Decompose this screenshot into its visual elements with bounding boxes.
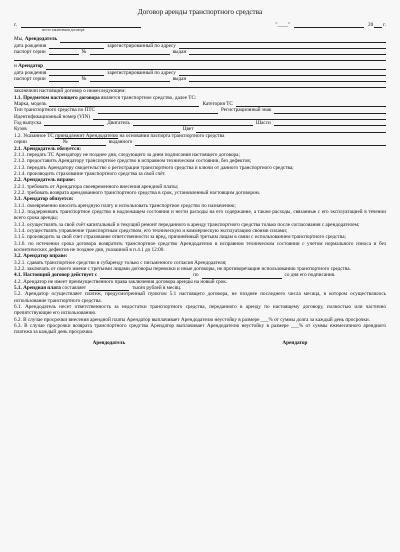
clause-3-1-4: 3.1.4. осуществлять управление транспортным средством, его техническую и коммерческую эксплуатацию своими силами; [14, 227, 288, 234]
clause-2-2-1: 2.2.1. требовать от Арендатора своевременного внесения арендной платы; [14, 183, 179, 190]
birth-label: дата рождения [14, 42, 47, 49]
section-3-2: 3.2. Арендатор вправе: [14, 253, 68, 260]
lessor-row [14, 36, 386, 42]
passport-series-label: паспорт серии [14, 49, 46, 56]
we-label: Мы, [14, 36, 24, 43]
clause-4-1-b: со дня его подписания. [284, 272, 336, 279]
type-blank [98, 108, 218, 114]
pts-series-blank [30, 140, 60, 146]
category-label: Категория ТС [202, 101, 233, 108]
type-label: Тип транспортного средства по ПТС [14, 107, 95, 114]
lessee-name-blank [46, 64, 386, 70]
regsign-blank [274, 108, 386, 114]
clause-1-2-a: 1.2. Указанное ТС [14, 132, 54, 139]
vehicle-year-row [14, 120, 386, 126]
issued-label: выдан [172, 49, 187, 56]
clause-5-1-b: составляет [62, 285, 87, 292]
extra-blank [14, 55, 386, 61]
passport-num-label: № [81, 49, 87, 56]
lessee-row [14, 63, 386, 69]
section-3-1: 3.1. Арендатор обязуется: [14, 196, 74, 203]
clause-5-2: 5.2. Арендатор осуществляет платеж, предусмотренный пунктом 5.1 настоящего договора, не позднее последнего числа месяца, в котором осуществлялось использование транспортного средства. [14, 291, 386, 304]
passport-num-label-2: № [81, 76, 87, 83]
end-date-blank [202, 273, 282, 279]
lessor-extra-line [14, 55, 386, 61]
passport-series-label-2: паспорт серии [14, 76, 46, 83]
brand-label: Марка, модель [14, 101, 47, 108]
clause-3-1-3: 3.1.3. осуществлять за свой счёт капитальный и текущий ремонт переданного в аренду транспортного средства только после согласования с арендодателем; [14, 221, 360, 228]
clause-3-2-2: 3.2.2. заключать от своего имени с третьими лицами договоры перевозки и иные договоры, не противоречащие использованию транспортного средства. [14, 266, 351, 273]
vin-label: Идентификационный номер (VIN) [14, 113, 91, 120]
lessor-birth-row [14, 43, 386, 49]
clause-1-2-b: принадлежит Арендодателю [55, 132, 119, 139]
clause-4-1-a: 4.1. Настоящий договор действует с [14, 272, 98, 279]
clause-3-1-5: 3.1.5. производить за свой счет страхование ответственности за вред, причинённый третьим лицам в связи с использованием транспортного средства; [14, 234, 346, 241]
registered-label: зарегистрированный по адресу [107, 42, 176, 49]
issued-label-2: выдан [172, 76, 187, 83]
place-caption: место заключения договора [42, 28, 85, 33]
clause-3-1-1: 3.1.1. своевременно вносить арендную плату и использовать транспортное средство по назначению; [14, 202, 236, 209]
and-label: и [14, 63, 17, 70]
clause-1-1-num: 1.1. [14, 94, 22, 101]
year-label: Год выпуска [14, 120, 42, 127]
year-blank [44, 120, 104, 126]
clause-6-3: 6.3. В случае просрочки возврата транспортного средства Арендатор выплачивает Арендодателю неустойку в размере ___% от суммы ежемесячного арендного платежа за каждый день просрочки. [14, 323, 386, 336]
clause-3-1-2: 3.1.2. поддерживать транспортное средство в надлежащем состоянии и нести расходы на его содержание, а также расходы, связанные с его эксплуатацией в течении всего срока аренды; [14, 208, 386, 222]
sig-lessee: Арендатор [282, 339, 308, 346]
date-quote: "____" [275, 22, 290, 28]
pts-series-label: серии [14, 139, 27, 146]
clause-1-1-head: Предметом настоящего договора [23, 94, 100, 101]
lessor-role: Арендодатель [24, 36, 58, 43]
registered-label-2: зарегистрированный по адресу [107, 69, 176, 76]
signatures [14, 340, 386, 346]
place-prefix: г. [14, 22, 17, 28]
lessee-birth-row [14, 70, 386, 76]
concluded-text: заключили настоящий договор о нижеследующем: [14, 88, 126, 95]
color-label: Цвет [182, 126, 194, 133]
page-title: Договор аренды транспортного средства [137, 8, 263, 16]
section-2-1: 2.1. Арендодатель обязуется: [14, 145, 81, 152]
engine-label: Двигатель [107, 120, 130, 127]
chassis-blank [274, 120, 386, 126]
clause-4-1-po: по [193, 272, 199, 279]
date-year-blank [374, 22, 382, 28]
sig-lessor: Арендодатель [92, 339, 126, 346]
clause-2-1-3: 2.1.3. передать Арендатору свидетельство о регистрации транспортного средства и ключи от данного транспортного средства; [14, 164, 294, 171]
date-year: 20 [367, 22, 374, 28]
vehicle-vin-row [14, 114, 386, 120]
clause-6-2: 6.2. В случае просрочки внесения арендной платы Арендатор выплачивает Арендодателю неустойку в размере ___% от суммы долга за каждый день просрочки. [14, 316, 370, 323]
address-blank [179, 43, 386, 49]
clause-6-1: 6.1. Арендодатель несет ответственность за недостатки транспортного средства, переданного в аренду по настоящему договору, полностью или частично препятствующие его использованию. [14, 304, 386, 317]
date-suffix: г. [383, 22, 386, 28]
clause-2-1-4: 2.1.4. производить страхование транспортного средства за свой счёт. [14, 170, 166, 177]
clause-2-1-1: 2.1.1. передать ТС Арендатору не позднее дня, следующего за днем подписания настоящего договора; [14, 151, 240, 158]
body-label: Кузов [14, 126, 27, 133]
clause-2-1-2: 2.1.2. предоставить Арендатору транспортное средство в исправном техническом состоянии, без дефектов; [14, 158, 252, 165]
pts-issued-label: выданного [108, 139, 133, 146]
clause-2-2-2: 2.2.2. требовать возврата арендованного транспортного средства в срок, установленный настоящим договором. [14, 189, 261, 196]
birth-blank-2 [49, 70, 104, 76]
clause-3-1-6: 3.1.6. по истечении срока договора возвратить транспортное средство Арендодателю в исправном техническом состоянии с учетом нормального износа и без косметических дефектов не позднее дня, указанной в п.4.1 до 12:00. [14, 240, 386, 253]
clause-5-1-a: 5.1. Арендная плата [14, 285, 61, 292]
pts-row [14, 139, 386, 145]
chassis-label: Шасси [255, 120, 271, 127]
pts-num-label: № [62, 139, 68, 146]
lessee-role: Арендатор [18, 63, 44, 70]
section-2-2: 2.2. Арендодатель вправе: [14, 177, 76, 184]
clause-3-2-1: 3.2.1. сдавать транспортное средство в субаренду только с письменного согласия Арендодателя; [14, 259, 227, 266]
address-blank-2 [179, 70, 386, 76]
start-date-blank [100, 273, 190, 279]
birth-blank [49, 43, 104, 49]
vin-blank [93, 114, 386, 120]
pts-issued-blank [135, 140, 386, 146]
birth-label-2: дата рождения [14, 69, 47, 76]
clause-4-2: 4.2. Арендатор не имеет преимущественного права заключения договора аренды на новый срок. [14, 278, 228, 285]
clause-5-1-c: тысяч рублей в месяц. [132, 285, 182, 292]
date-month-blank [294, 22, 364, 28]
regsign-label: Регистрационный знак [220, 107, 272, 114]
clause-1-1-rest: является транспортное средство, далее ТС: [101, 94, 197, 101]
pts-num-blank [71, 140, 106, 146]
clause-1-2-c: на основании паспорта транспортного средства [119, 132, 225, 139]
color-blank [196, 127, 386, 133]
